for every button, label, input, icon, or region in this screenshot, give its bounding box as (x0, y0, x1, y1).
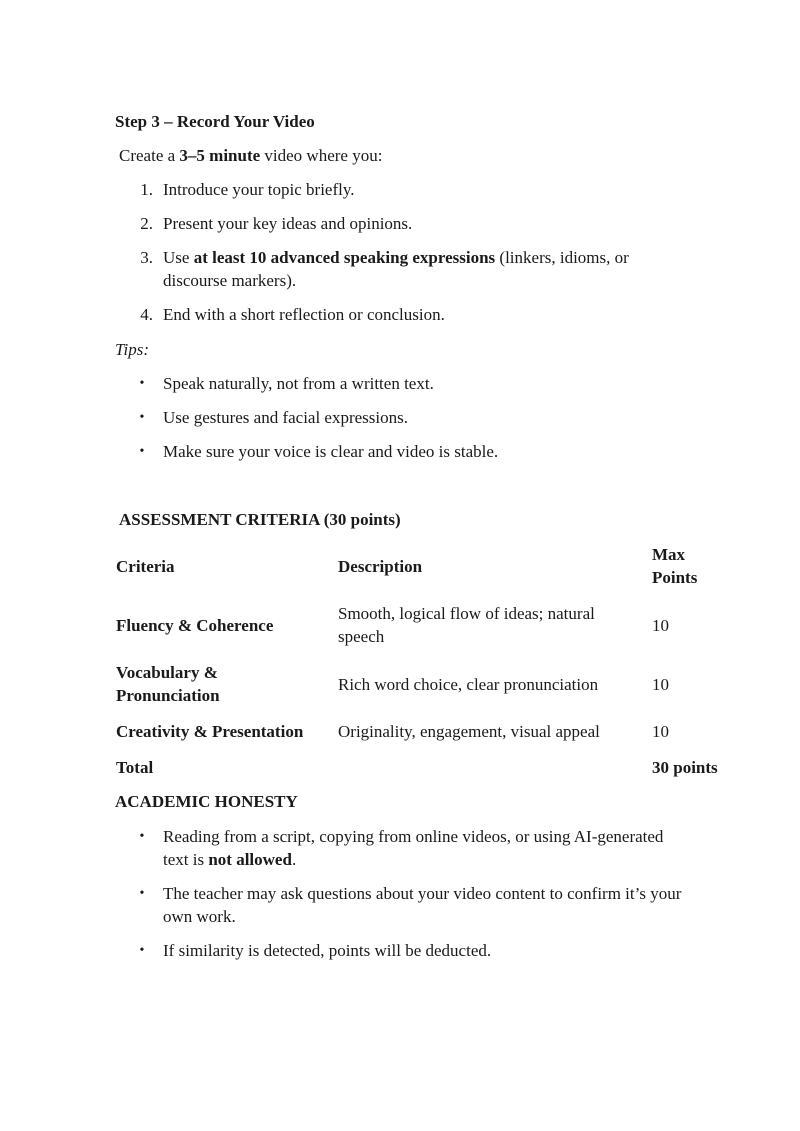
step-text-bold: at least 10 advanced speaking expressions (193, 248, 496, 267)
tip-item: Make sure your voice is clear and video is stable. (163, 442, 499, 461)
step-text-post: (linkers, idioms, or (495, 248, 629, 267)
honesty-item: If similarity is detected, points will be deducted. (163, 941, 492, 960)
bullet-icon: • (139, 943, 145, 958)
bullet-icon: • (139, 444, 145, 459)
step3-heading: Step 3 – Record Your Video (115, 112, 315, 131)
intro-pre: Create a (119, 146, 180, 165)
bullet-icon: • (139, 376, 145, 391)
step-text: Introduce your topic briefly. (163, 180, 355, 199)
step-number: 2. (140, 214, 153, 233)
row-description: Smooth, logical flow of ideas; natural (338, 604, 595, 623)
header-criteria: Criteria (116, 557, 175, 576)
row-criteria-line2: Pronunciation (116, 686, 220, 705)
row-points: 10 (652, 675, 669, 694)
row-description: Rich word choice, clear pronunciation (338, 675, 599, 694)
honesty-title: ACADEMIC HONESTY (115, 792, 298, 811)
intro-post: video where you: (260, 146, 383, 165)
step-number: 1. (140, 180, 153, 199)
honesty-item-line2-pre: text is (163, 850, 209, 869)
row-criteria: Fluency & Coherence (116, 616, 274, 635)
assessment-title: ASSESSMENT CRITERIA (30 points) (119, 510, 401, 529)
bullet-icon: • (139, 886, 145, 901)
step-text-pre: Use (163, 248, 194, 267)
honesty-item: Reading from a script, copying from online videos, or using AI-generated (163, 827, 664, 846)
row-points: 10 (652, 616, 669, 635)
total-label: Total (116, 758, 154, 777)
intro-bold: 3–5 minute (179, 146, 261, 165)
header-max-line1: Max (652, 545, 686, 564)
honesty-item-line2-post: . (291, 850, 297, 869)
step-text (163, 246, 629, 269)
bullet-icon: • (139, 410, 145, 425)
step-text: End with a short reflection or conclusion. (163, 305, 445, 324)
honesty-item-line2-bold: not allowed (208, 850, 292, 869)
row-criteria: Creativity & Presentation (116, 722, 304, 741)
step-number: 4. (140, 305, 153, 324)
tips-label: Tips: (115, 340, 150, 359)
row-criteria: Vocabulary & (116, 663, 218, 682)
tip-item: Speak naturally, not from a written text. (163, 374, 434, 393)
header-description: Description (338, 557, 423, 576)
header-max-line2: Points (652, 568, 698, 587)
honesty-item: The teacher may ask questions about your video content to confirm it’s your (163, 884, 682, 903)
honesty-item-line2: own work. (163, 907, 236, 926)
tip-item: Use gestures and facial expressions. (163, 408, 409, 427)
honesty-item-line2 (163, 848, 296, 871)
total-value: 30 points (652, 758, 718, 777)
step-text-continued: discourse markers). (163, 271, 297, 290)
row-description: Originality, engagement, visual appeal (338, 722, 600, 741)
step-number: 3. (140, 248, 153, 267)
row-description-line2: speech (338, 627, 385, 646)
row-points: 10 (652, 722, 669, 741)
step3-intro (119, 144, 382, 167)
step-text: Present your key ideas and opinions. (163, 214, 413, 233)
bullet-icon: • (139, 829, 145, 844)
